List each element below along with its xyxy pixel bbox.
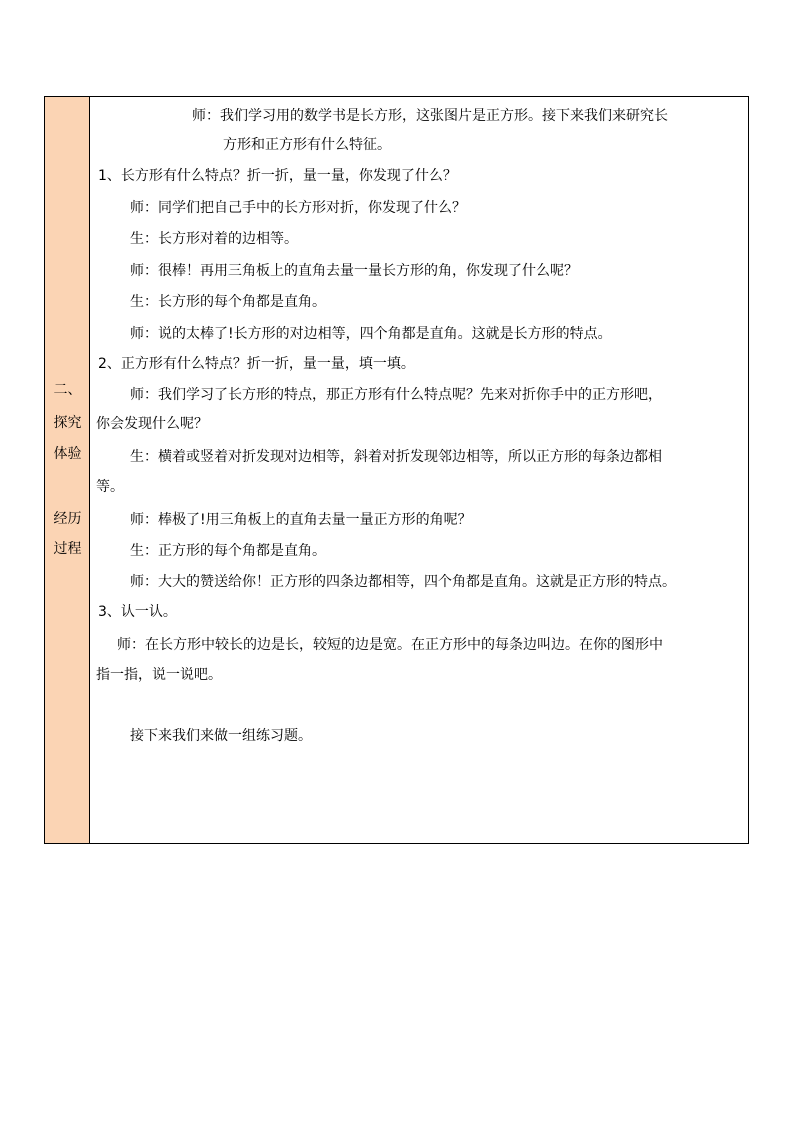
part3-teacher-line-2: 指一指，说一说吧。: [96, 667, 222, 683]
part2-teacher-measure: 师：棒极了!用三角板上的直角去量一量正方形的角呢？: [130, 512, 472, 528]
intro-line-2: 方形和正方形有什么特征。: [223, 137, 391, 153]
lesson-content-cell: [90, 97, 748, 843]
part3-teacher-line-1: 师：在长方形中较长的边是长，较短的边是宽。在正方形中的每条边叫边。在你的图形中: [117, 637, 663, 653]
part2-teacher-summary: 师：大大的赞送给你！正方形的四条边都相等，四个角都是直角。这就是正方形的特点。: [130, 574, 676, 590]
part1-heading: 1、长方形有什么特点？折一折，量一量，你发现了什么？: [98, 168, 457, 184]
section-title-line-1: 探究: [53, 415, 82, 431]
lesson-table: [44, 96, 749, 844]
part2-teacher-fold-line-2: 你会发现什么呢？: [96, 416, 208, 432]
part2-student-fold-line-2: 等。: [96, 479, 124, 495]
section-title-line-3: 经历: [53, 511, 82, 527]
section-title-line-4: 过程: [53, 541, 82, 557]
part2-heading: 2、正方形有什么特点？折一折，量一量，填一填。: [98, 356, 415, 372]
section-label-cell: [45, 97, 90, 843]
part1-student-measure: 生：长方形的每个角都是直角。: [130, 294, 326, 310]
part1-teacher-summary: 师：说的太棒了!长方形的对边相等，四个角都是直角。这就是长方形的特点。: [130, 326, 612, 342]
section-number: 二、: [53, 382, 82, 398]
part2-student-measure: 生：正方形的每个角都是直角。: [130, 543, 326, 559]
intro-line-1: 师：我们学习用的数学书是长方形，这张图片是正方形。接下来我们来研究长: [192, 108, 668, 124]
part1-teacher-measure: 师：很棒！再用三角板上的直角去量一量长方形的角，你发现了什么呢？: [130, 263, 578, 279]
section-title-line-2: 体验: [53, 446, 82, 462]
closing-line: 接下来我们来做一组练习题。: [130, 728, 312, 744]
part1-teacher-fold: 师：同学们把自己手中的长方形对折，你发现了什么？: [130, 200, 466, 216]
part2-teacher-fold-line-1: 师：我们学习了长方形的特点，那正方形有什么特点呢？先来对折你手中的正方形吧，: [130, 387, 662, 403]
part2-student-fold-line-1: 生：横着或竖着对折发现对边相等，斜着对折发现邻边相等，所以正方形的每条边都相: [130, 449, 662, 465]
part1-student-fold: 生：长方形对着的边相等。: [130, 231, 298, 247]
part3-heading: 3、认一认。: [98, 604, 177, 620]
